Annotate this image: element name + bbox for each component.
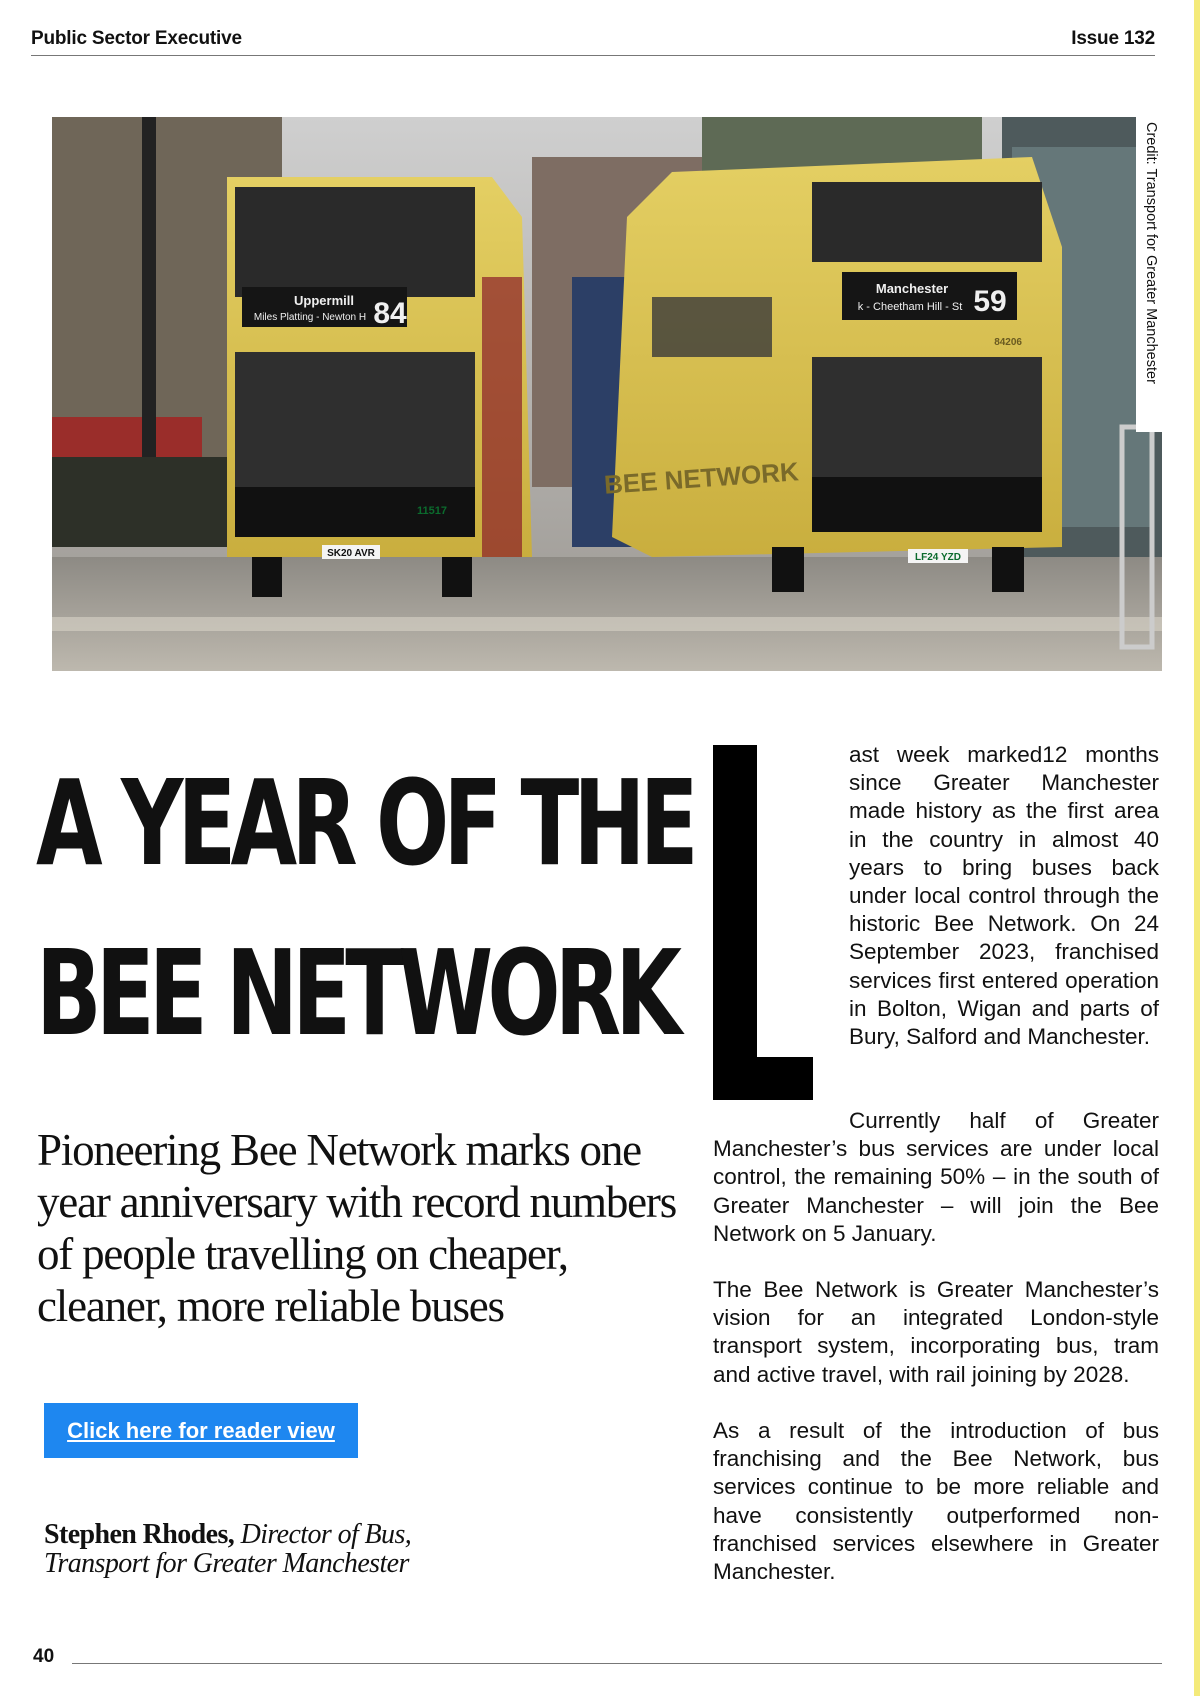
left-bus-fleet: 11517 <box>417 505 447 517</box>
footer-divider <box>72 1663 1162 1664</box>
headline-line-1: A YEAR OF THE <box>36 754 693 892</box>
paragraph-4: As a result of the introduction of bus franchising and the Bee Network, bus services continue to be more reliable and have consistently outperformed non-franchised services elsewhere in Greater Manchester. <box>713 1418 1159 1585</box>
right-bus-fleet: 84206 <box>994 337 1022 348</box>
author-role: Director of Bus, <box>240 1519 412 1550</box>
left-bus-plate: SK20 AVR <box>327 548 375 559</box>
standfirst: Pioneering Bee Network marks one year anniversary with record numbers of people travelling on cheaper, cleaner, more reliable buses <box>37 1125 677 1331</box>
right-bus-route: 59 <box>973 285 1007 318</box>
publication-name: Public Sector Executive <box>31 28 242 49</box>
header-divider <box>31 55 1155 56</box>
photo-credit-box <box>1136 117 1166 432</box>
reader-view-button[interactable]: Click here for reader view <box>44 1403 358 1458</box>
right-bus-plate: LF24 YZD <box>915 552 961 563</box>
right-bus-side-text: BEE NETWORK <box>603 456 800 500</box>
paragraph-2: Currently half of Greater Manchester’s bus services are under local control, the remaining 50% – in the south of Greater Manchester – will join the Bee Network on 5 January. <box>713 1108 1159 1246</box>
author-name: Stephen Rhodes, <box>44 1519 235 1550</box>
right-bus-destination: Manchester <box>875 281 949 296</box>
left-bus-route: 84 <box>373 297 407 330</box>
paragraph-3: The Bee Network is Greater Manchester’s vision for an integrated London-style transport system, incorporating bus, tram and active travel, with rail joining by 2028. <box>713 1277 1159 1387</box>
right-bus-via: k - Cheetham Hill - St <box>857 301 963 313</box>
photo-credit: Credit: Transport for Greater Manchester <box>1143 122 1159 384</box>
author-org: Transport for Greater Manchester <box>44 1548 409 1579</box>
bus-photo-illustration <box>52 117 1162 671</box>
page-number: 40 <box>33 1646 55 1667</box>
page-edge-strip <box>1194 0 1200 1696</box>
bus-photo <box>52 117 1162 671</box>
drop-cap-stem <box>713 745 757 1100</box>
drop-cap-foot <box>713 1057 813 1100</box>
left-bus-destination: Uppermill <box>294 293 354 308</box>
left-bus <box>227 177 532 597</box>
left-bus-via: Miles Platting - Newton H <box>253 312 367 323</box>
drop-cap <box>713 745 813 1100</box>
paragraph-1: ast week marked12 months since Greater Manchester made history as the first area in the country in almost 40 years to bring buses back under local control through the historic Bee Network. On 24 September 2023, franchised services first entered operation in Bolton, Wigan and parts of Bury, Salford and Manchester. <box>849 742 1159 1050</box>
headline <box>36 738 693 1078</box>
byline <box>44 1520 464 1578</box>
issue-number: Issue 132 <box>1071 28 1155 49</box>
headline-line-2: BEE NETWORK <box>36 924 677 1062</box>
